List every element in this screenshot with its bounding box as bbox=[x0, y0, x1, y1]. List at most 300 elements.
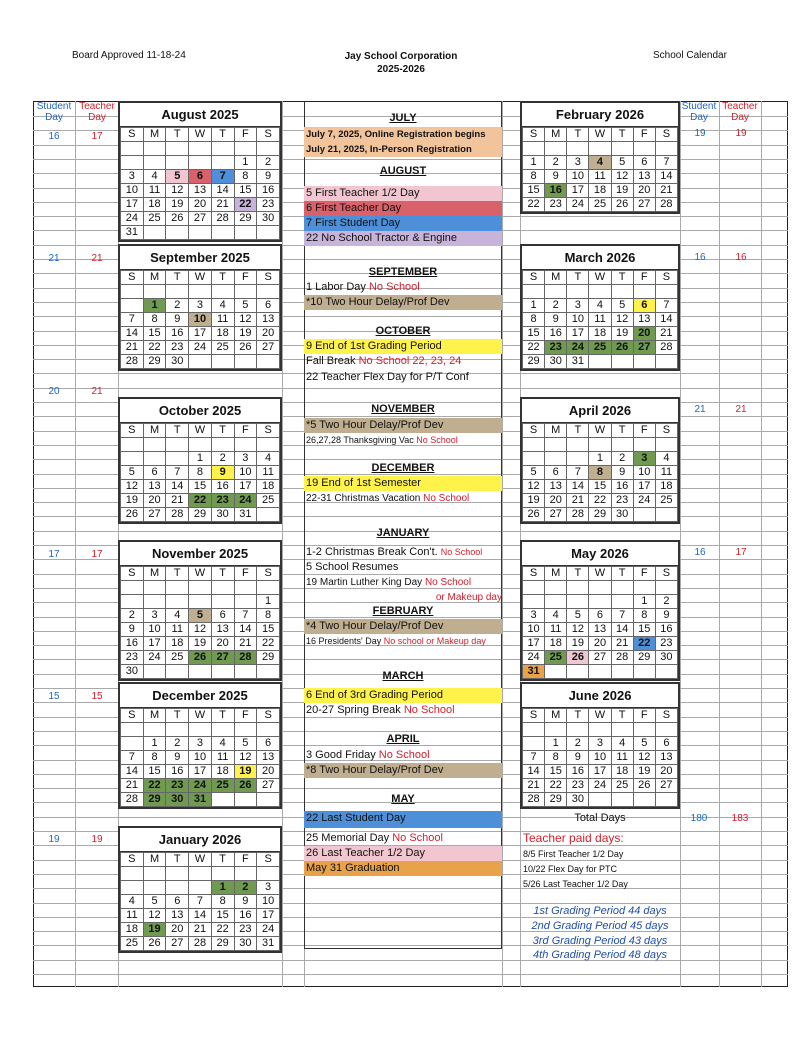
feb-teacher-days: 19 bbox=[735, 128, 747, 139]
day-cell: 1 bbox=[143, 299, 166, 313]
day-cell: 19 bbox=[567, 637, 589, 651]
day-cell: 2 bbox=[211, 452, 234, 466]
day-cell: 15 bbox=[143, 765, 166, 779]
day-cell: 23 bbox=[211, 494, 234, 508]
spacer-cell bbox=[589, 142, 611, 156]
day-cell: 25 bbox=[589, 198, 611, 212]
oct-student-days: 20 bbox=[48, 386, 60, 397]
day-cell: 21 bbox=[655, 327, 677, 341]
spacer-cell bbox=[257, 723, 280, 737]
total-teacher-days: 183 bbox=[731, 813, 749, 824]
spacer-cell bbox=[211, 438, 234, 452]
day-cell: 15 bbox=[143, 327, 166, 341]
day-cell: 24 bbox=[189, 779, 212, 793]
day-cell: 29 bbox=[143, 793, 166, 807]
day-cell: 16 bbox=[257, 184, 280, 198]
day-cell: 17 bbox=[633, 480, 655, 494]
day-cell: 6 bbox=[211, 609, 234, 623]
day-cell: 7 bbox=[523, 751, 545, 765]
day-cell bbox=[121, 452, 144, 466]
day-cell: 19 bbox=[633, 765, 655, 779]
teacher-paid-days-heading: Teacher paid days: bbox=[523, 831, 624, 845]
day-cell: 30 bbox=[545, 355, 567, 369]
no-school-text: No School bbox=[424, 577, 472, 588]
day-cell: 16 bbox=[234, 909, 257, 923]
day-cell: 20 bbox=[143, 494, 166, 508]
day-cell: 2 bbox=[567, 737, 589, 751]
day-cell bbox=[655, 665, 677, 679]
day-cell: 28 bbox=[523, 793, 545, 807]
day-cell: 9 bbox=[211, 466, 234, 480]
spacer-cell bbox=[211, 142, 234, 156]
day-cell: 13 bbox=[633, 313, 655, 327]
day-cell: 22 bbox=[211, 923, 234, 937]
day-cell: 20 bbox=[545, 494, 567, 508]
event-may-last-student: 22 Last Student Day bbox=[304, 811, 502, 828]
weekday-header: T bbox=[211, 271, 234, 285]
spacer-cell bbox=[655, 723, 677, 737]
day-cell bbox=[189, 226, 212, 240]
sep-student-days: 21 bbox=[48, 253, 60, 264]
day-cell: 3 bbox=[567, 156, 589, 170]
day-cell: 19 bbox=[189, 637, 212, 651]
grading-period-1: 1st Grading Period 44 days bbox=[533, 905, 667, 917]
spacer-cell bbox=[257, 581, 280, 595]
day-cell: 11 bbox=[166, 623, 189, 637]
day-cell: 10 bbox=[143, 623, 166, 637]
day-cell: 19 bbox=[121, 494, 144, 508]
day-cell: 16 bbox=[166, 765, 189, 779]
weekday-header: M bbox=[545, 709, 567, 723]
day-cell: 26 bbox=[611, 341, 633, 355]
org-name: Jay School Corporation bbox=[344, 51, 458, 62]
day-cell: 21 bbox=[121, 341, 144, 355]
apr-student-days: 21 bbox=[694, 404, 706, 415]
day-cell: 2 bbox=[166, 299, 189, 313]
month-grid bbox=[522, 270, 678, 369]
day-cell: 2 bbox=[121, 609, 144, 623]
day-cell: 17 bbox=[189, 765, 212, 779]
day-cell: 23 bbox=[545, 341, 567, 355]
day-cell: 22 bbox=[545, 779, 567, 793]
weekday-header: T bbox=[166, 709, 189, 723]
day-cell: 12 bbox=[234, 313, 257, 327]
day-cell: 21 bbox=[611, 637, 633, 651]
day-cell: 22 bbox=[633, 637, 655, 651]
weekday-header: M bbox=[545, 271, 567, 285]
day-cell: 24 bbox=[257, 923, 280, 937]
day-cell: 14 bbox=[567, 480, 589, 494]
month-november-2025 bbox=[118, 540, 282, 681]
day-cell bbox=[633, 508, 655, 522]
day-cell: 26 bbox=[121, 508, 144, 522]
day-cell: 4 bbox=[211, 737, 234, 751]
day-cell: 13 bbox=[143, 480, 166, 494]
day-cell: 11 bbox=[655, 466, 677, 480]
weekday-header: W bbox=[589, 567, 611, 581]
may-student-days: 16 bbox=[694, 547, 706, 558]
day-cell: 12 bbox=[234, 751, 257, 765]
no-school-text: No School bbox=[392, 832, 443, 844]
day-cell: 24 bbox=[589, 779, 611, 793]
day-cell bbox=[633, 793, 655, 807]
weekday-header: S bbox=[257, 567, 280, 581]
day-cell: 4 bbox=[589, 156, 611, 170]
day-cell: 1 bbox=[523, 299, 545, 313]
spacer-cell bbox=[589, 438, 611, 452]
day-cell: 26 bbox=[234, 341, 257, 355]
day-cell bbox=[143, 595, 166, 609]
day-cell: 2 bbox=[545, 156, 567, 170]
spacer-cell bbox=[143, 723, 166, 737]
day-cell: 12 bbox=[567, 623, 589, 637]
day-cell: 19 bbox=[234, 327, 257, 341]
day-cell bbox=[211, 665, 234, 679]
weekday-header: M bbox=[143, 567, 166, 581]
spacer-cell bbox=[211, 867, 234, 881]
event-sep-delay: *10 Two Hour Delay/Prof Dev bbox=[304, 295, 502, 310]
weekday-header: S bbox=[121, 271, 144, 285]
day-cell: 16 bbox=[655, 623, 677, 637]
day-cell bbox=[257, 793, 280, 807]
month-december-2025 bbox=[118, 682, 282, 809]
day-cell: 8 bbox=[189, 466, 212, 480]
day-cell: 13 bbox=[545, 480, 567, 494]
event-july-online-reg: July 7, 2025, Online Registration begins bbox=[304, 127, 502, 142]
day-cell: 22 bbox=[143, 341, 166, 355]
day-cell: 15 bbox=[523, 184, 545, 198]
day-cell: 25 bbox=[655, 494, 677, 508]
day-cell: 17 bbox=[589, 765, 611, 779]
day-cell: 10 bbox=[121, 184, 144, 198]
month-grid bbox=[120, 127, 280, 240]
day-cell: 11 bbox=[545, 623, 567, 637]
month-title: March 2026 bbox=[522, 246, 678, 270]
day-cell bbox=[121, 299, 144, 313]
december-heading: DECEMBER bbox=[371, 462, 435, 474]
day-cell: 30 bbox=[257, 212, 280, 226]
day-cell: 17 bbox=[567, 184, 589, 198]
day-cell: 23 bbox=[166, 341, 189, 355]
day-cell bbox=[655, 508, 677, 522]
weekday-header: W bbox=[189, 128, 212, 142]
day-cell: 26 bbox=[611, 198, 633, 212]
apr-teacher-days: 21 bbox=[735, 404, 747, 415]
day-cell: 9 bbox=[257, 170, 280, 184]
grid-column-line bbox=[282, 101, 283, 987]
day-cell: 30 bbox=[166, 355, 189, 369]
day-cell: 20 bbox=[655, 765, 677, 779]
day-cell: 7 bbox=[234, 609, 257, 623]
day-cell: 12 bbox=[189, 623, 212, 637]
spacer-cell bbox=[166, 581, 189, 595]
spacer-cell bbox=[121, 581, 144, 595]
day-cell: 14 bbox=[234, 623, 257, 637]
day-cell: 6 bbox=[589, 609, 611, 623]
day-cell bbox=[257, 508, 280, 522]
spacer-cell bbox=[143, 285, 166, 299]
day-cell bbox=[189, 595, 212, 609]
day-cell bbox=[121, 595, 144, 609]
day-cell: 14 bbox=[121, 765, 144, 779]
day-cell: 18 bbox=[545, 637, 567, 651]
weekday-header: F bbox=[234, 567, 257, 581]
weekday-header: M bbox=[143, 853, 166, 867]
day-cell: 30 bbox=[166, 793, 189, 807]
weekday-header: T bbox=[211, 424, 234, 438]
day-cell: 7 bbox=[121, 751, 144, 765]
weekday-header: F bbox=[633, 567, 655, 581]
day-cell: 23 bbox=[655, 637, 677, 651]
day-cell: 3 bbox=[633, 452, 655, 466]
weekday-header: T bbox=[166, 271, 189, 285]
day-cell: 7 bbox=[567, 466, 589, 480]
day-cell: 23 bbox=[567, 779, 589, 793]
day-cell: 1 bbox=[189, 452, 212, 466]
spacer-cell bbox=[523, 285, 545, 299]
day-cell: 2 bbox=[234, 881, 257, 895]
no-school-text: No School 22, 23, 24 bbox=[358, 355, 462, 367]
day-cell: 8 bbox=[523, 313, 545, 327]
day-cell: 26 bbox=[143, 937, 166, 951]
weekday-header: S bbox=[121, 853, 144, 867]
oct-teacher-days: 21 bbox=[91, 386, 103, 397]
event-feb-presidents bbox=[304, 634, 502, 649]
spacer-cell bbox=[611, 581, 633, 595]
day-cell bbox=[611, 355, 633, 369]
spacer-cell bbox=[166, 723, 189, 737]
school-year: 2025-2026 bbox=[377, 64, 425, 75]
month-title: September 2025 bbox=[120, 246, 280, 270]
day-cell: 17 bbox=[143, 637, 166, 651]
day-cell: 4 bbox=[545, 609, 567, 623]
spacer-cell bbox=[589, 581, 611, 595]
day-cell: 21 bbox=[211, 198, 234, 212]
weekday-header: S bbox=[257, 271, 280, 285]
day-cell: 16 bbox=[545, 184, 567, 198]
day-cell: 8 bbox=[211, 895, 234, 909]
teacher-day-header-right: Teacher Day bbox=[722, 101, 758, 123]
day-cell: 7 bbox=[611, 609, 633, 623]
day-cell: 18 bbox=[257, 480, 280, 494]
day-cell: 16 bbox=[545, 327, 567, 341]
day-cell: 2 bbox=[655, 595, 677, 609]
spacer-cell bbox=[633, 581, 655, 595]
spacer-cell bbox=[166, 142, 189, 156]
weekday-header: T bbox=[567, 271, 589, 285]
spacer-cell bbox=[633, 723, 655, 737]
day-cell: 29 bbox=[589, 508, 611, 522]
spacer-cell bbox=[633, 142, 655, 156]
day-cell: 4 bbox=[143, 170, 166, 184]
weekday-header: S bbox=[523, 128, 545, 142]
day-cell bbox=[589, 595, 611, 609]
paid-day-2: 10/22 Flex Day for PTC bbox=[523, 864, 618, 874]
jan-teacher-days: 19 bbox=[91, 834, 103, 845]
spacer-cell bbox=[589, 285, 611, 299]
spacer-cell bbox=[611, 438, 633, 452]
dec-student-days: 15 bbox=[48, 691, 60, 702]
day-cell: 5 bbox=[611, 299, 633, 313]
spacer-cell bbox=[166, 285, 189, 299]
spacer-cell bbox=[523, 438, 545, 452]
day-cell: 18 bbox=[211, 327, 234, 341]
spacer-cell bbox=[545, 581, 567, 595]
month-title: December 2025 bbox=[120, 684, 280, 708]
day-cell: 31 bbox=[189, 793, 212, 807]
spacer-cell bbox=[567, 285, 589, 299]
day-cell: 21 bbox=[166, 494, 189, 508]
spacer-cell bbox=[121, 438, 144, 452]
spacer-cell bbox=[257, 142, 280, 156]
day-cell: 17 bbox=[567, 327, 589, 341]
day-cell: 9 bbox=[611, 466, 633, 480]
day-cell bbox=[121, 737, 144, 751]
month-september-2025 bbox=[118, 244, 282, 371]
school-calendar-label: School Calendar bbox=[653, 50, 727, 61]
day-cell: 22 bbox=[234, 198, 257, 212]
day-cell: 1 bbox=[633, 595, 655, 609]
day-cell: 5 bbox=[166, 170, 189, 184]
day-cell bbox=[234, 355, 257, 369]
day-cell: 16 bbox=[121, 637, 144, 651]
day-cell: 10 bbox=[189, 313, 212, 327]
day-cell: 28 bbox=[655, 198, 677, 212]
weekday-header: S bbox=[257, 424, 280, 438]
spacer-cell bbox=[211, 581, 234, 595]
weekday-header: S bbox=[523, 567, 545, 581]
day-cell: 12 bbox=[611, 170, 633, 184]
day-cell bbox=[166, 156, 189, 170]
spacer-cell bbox=[121, 285, 144, 299]
day-cell: 20 bbox=[189, 198, 212, 212]
day-cell: 8 bbox=[143, 313, 166, 327]
day-cell: 20 bbox=[211, 637, 234, 651]
month-title: May 2026 bbox=[522, 542, 678, 566]
day-cell: 5 bbox=[234, 737, 257, 751]
day-cell: 7 bbox=[655, 156, 677, 170]
day-cell: 25 bbox=[143, 212, 166, 226]
day-cell: 7 bbox=[121, 313, 144, 327]
day-cell: 26 bbox=[166, 212, 189, 226]
day-cell: 2 bbox=[166, 737, 189, 751]
month-title: August 2025 bbox=[120, 103, 280, 127]
weekday-header: S bbox=[257, 128, 280, 142]
aug-teacher-days: 17 bbox=[91, 131, 103, 142]
day-cell bbox=[234, 226, 257, 240]
day-cell: 8 bbox=[633, 609, 655, 623]
weekday-header: M bbox=[545, 128, 567, 142]
weekday-header: S bbox=[523, 709, 545, 723]
day-cell: 24 bbox=[234, 494, 257, 508]
day-cell: 17 bbox=[257, 909, 280, 923]
weekday-header: F bbox=[234, 128, 257, 142]
weekday-header: S bbox=[655, 709, 677, 723]
no-school-text: No school or Makeup day bbox=[383, 636, 486, 646]
no-school-text: No School bbox=[440, 547, 483, 557]
day-cell: 28 bbox=[655, 341, 677, 355]
board-approved-text: Board Approved 11-18-24 bbox=[72, 50, 186, 61]
day-cell: 22 bbox=[523, 198, 545, 212]
day-cell bbox=[545, 595, 567, 609]
day-cell bbox=[257, 226, 280, 240]
day-cell: 4 bbox=[166, 609, 189, 623]
day-cell: 18 bbox=[121, 923, 144, 937]
day-cell bbox=[121, 156, 144, 170]
march-heading: MARCH bbox=[382, 670, 424, 682]
month-grid bbox=[120, 423, 280, 522]
spacer-cell bbox=[166, 867, 189, 881]
day-cell bbox=[567, 595, 589, 609]
day-cell: 27 bbox=[633, 198, 655, 212]
weekday-header: S bbox=[121, 424, 144, 438]
weekday-header: F bbox=[234, 709, 257, 723]
day-cell bbox=[166, 595, 189, 609]
event-jan-resumes: 5 School Resumes bbox=[306, 561, 399, 573]
grid-column-line bbox=[680, 101, 681, 987]
february-heading: FEBRUARY bbox=[372, 605, 434, 617]
day-cell: 21 bbox=[234, 637, 257, 651]
day-cell: 11 bbox=[257, 466, 280, 480]
weekday-header: F bbox=[234, 424, 257, 438]
day-cell: 21 bbox=[655, 184, 677, 198]
day-cell: 17 bbox=[523, 637, 545, 651]
spacer-cell bbox=[611, 142, 633, 156]
november-heading: NOVEMBER bbox=[371, 403, 435, 415]
event-mar-spring-break bbox=[304, 703, 502, 718]
day-cell: 13 bbox=[257, 313, 280, 327]
weekday-header: W bbox=[189, 853, 212, 867]
event-may-graduation: May 31 Graduation bbox=[304, 861, 502, 876]
day-cell: 21 bbox=[567, 494, 589, 508]
day-cell bbox=[143, 665, 166, 679]
day-cell bbox=[611, 665, 633, 679]
day-cell: 28 bbox=[611, 651, 633, 665]
day-cell: 19 bbox=[611, 184, 633, 198]
day-cell: 25 bbox=[257, 494, 280, 508]
day-cell: 25 bbox=[211, 341, 234, 355]
day-cell: 15 bbox=[257, 623, 280, 637]
day-cell: 9 bbox=[655, 609, 677, 623]
day-cell: 31 bbox=[121, 226, 144, 240]
may-heading: MAY bbox=[391, 793, 415, 805]
day-cell: 29 bbox=[523, 355, 545, 369]
september-heading: SEPTEMBER bbox=[368, 266, 438, 278]
weekday-header: S bbox=[121, 709, 144, 723]
day-cell: 4 bbox=[655, 452, 677, 466]
day-cell: 6 bbox=[189, 170, 212, 184]
day-cell: 30 bbox=[211, 508, 234, 522]
day-cell bbox=[143, 452, 166, 466]
day-cell: 5 bbox=[611, 156, 633, 170]
day-cell bbox=[189, 156, 212, 170]
day-cell: 18 bbox=[166, 637, 189, 651]
day-cell: 10 bbox=[523, 623, 545, 637]
day-cell bbox=[567, 452, 589, 466]
day-cell: 14 bbox=[655, 313, 677, 327]
sep-teacher-days: 21 bbox=[91, 253, 103, 264]
spacer-cell bbox=[234, 285, 257, 299]
day-cell bbox=[523, 737, 545, 751]
day-cell: 15 bbox=[633, 623, 655, 637]
day-cell: 9 bbox=[121, 623, 144, 637]
day-cell: 19 bbox=[234, 765, 257, 779]
day-cell: 3 bbox=[121, 170, 144, 184]
month-title: February 2026 bbox=[522, 103, 678, 127]
day-cell: 31 bbox=[234, 508, 257, 522]
day-cell: 14 bbox=[655, 170, 677, 184]
day-cell: 29 bbox=[234, 212, 257, 226]
